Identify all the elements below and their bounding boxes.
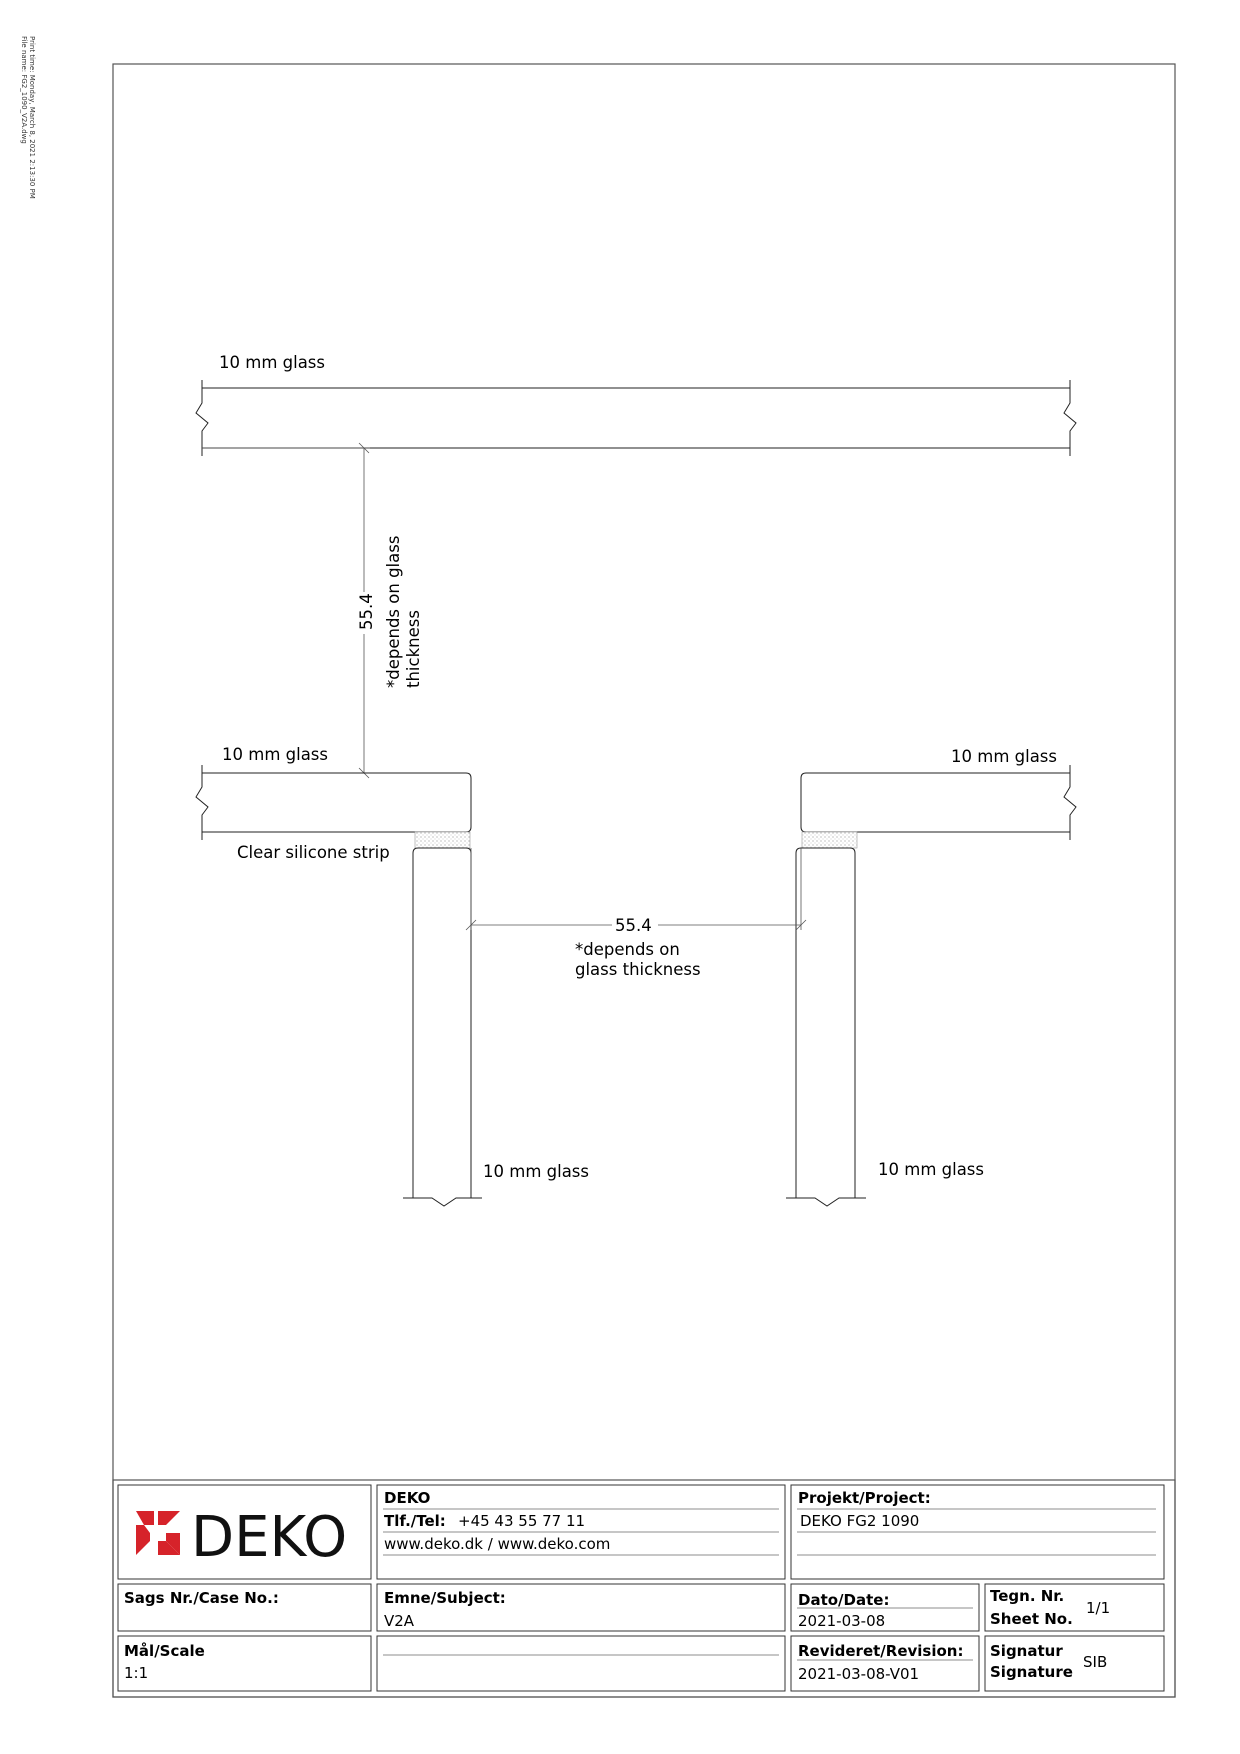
signature-value: SIB (1083, 1653, 1108, 1671)
right-panel-label: 10 mm glass (951, 747, 1057, 766)
subject-label: Emne/Subject: (384, 1589, 506, 1607)
sheet-value: 1/1 (1086, 1599, 1111, 1617)
top-glass-panel (196, 380, 1076, 456)
right-vertical-glass-label: 10 mm glass (878, 1160, 984, 1179)
file-name: File name: FG2_1090_V2A.dwg (20, 36, 28, 144)
signature-label-line2: Signature (990, 1663, 1073, 1681)
website-text: www.deko.dk / www.deko.com (384, 1535, 611, 1553)
company-name: DEKO (384, 1489, 431, 1507)
left-glass-panel (196, 765, 471, 840)
left-panel-label: 10 mm glass (222, 745, 328, 764)
scale-value: 1:1 (124, 1664, 149, 1682)
drawing-frame (113, 64, 1175, 1697)
tel-label: Tlf./Tel: (384, 1512, 446, 1530)
revision-label: Revideret/Revision: (798, 1642, 964, 1660)
scale-label: Mål/Scale (124, 1642, 205, 1660)
silicone-label: Clear silicone strip (237, 843, 390, 862)
horizontal-dimension-note-line2: glass thickness (575, 960, 701, 979)
right-glass-panel (801, 765, 1076, 840)
vertical-dimension-note-line1: *depends on glass (384, 535, 403, 688)
left-vertical-glass-label: 10 mm glass (483, 1162, 589, 1181)
top-glass-label: 10 mm glass (219, 353, 325, 372)
signature-label-line1: Signatur (990, 1642, 1063, 1660)
subject-value: V2A (384, 1612, 415, 1630)
pinwheel-logo-icon (136, 1511, 180, 1555)
case-label: Sags Nr./Case No.: (124, 1589, 279, 1607)
horizontal-dimension-note-line1: *depends on (575, 940, 680, 959)
tel-value: +45 43 55 77 11 (458, 1512, 586, 1530)
vertical-dimension-line (202, 443, 370, 778)
print-time: Print time: Monday, March 8, 2021 2:13:30 PM (28, 36, 36, 199)
right-silicone-strip (802, 832, 857, 848)
right-vertical-glass (786, 848, 866, 1206)
sheet-label-line2: Sheet No. (990, 1610, 1073, 1628)
left-silicone-strip (415, 832, 470, 848)
revision-value: 2021-03-08-V01 (798, 1665, 920, 1683)
vertical-dimension-note-line2: thickness (404, 610, 423, 688)
horizontal-dimension-value: 55.4 (615, 916, 652, 935)
date-value: 2021-03-08 (798, 1612, 886, 1630)
project-label: Projekt/Project: (798, 1489, 931, 1507)
vertical-dimension-value: 55.4 (357, 593, 376, 630)
sheet-label-line1: Tegn. Nr. (990, 1587, 1065, 1605)
left-vertical-glass (403, 848, 482, 1206)
project-value: DEKO FG2 1090 (800, 1512, 920, 1530)
logo-text: DEKO (191, 1505, 348, 1570)
date-label: Dato/Date: (798, 1591, 890, 1609)
